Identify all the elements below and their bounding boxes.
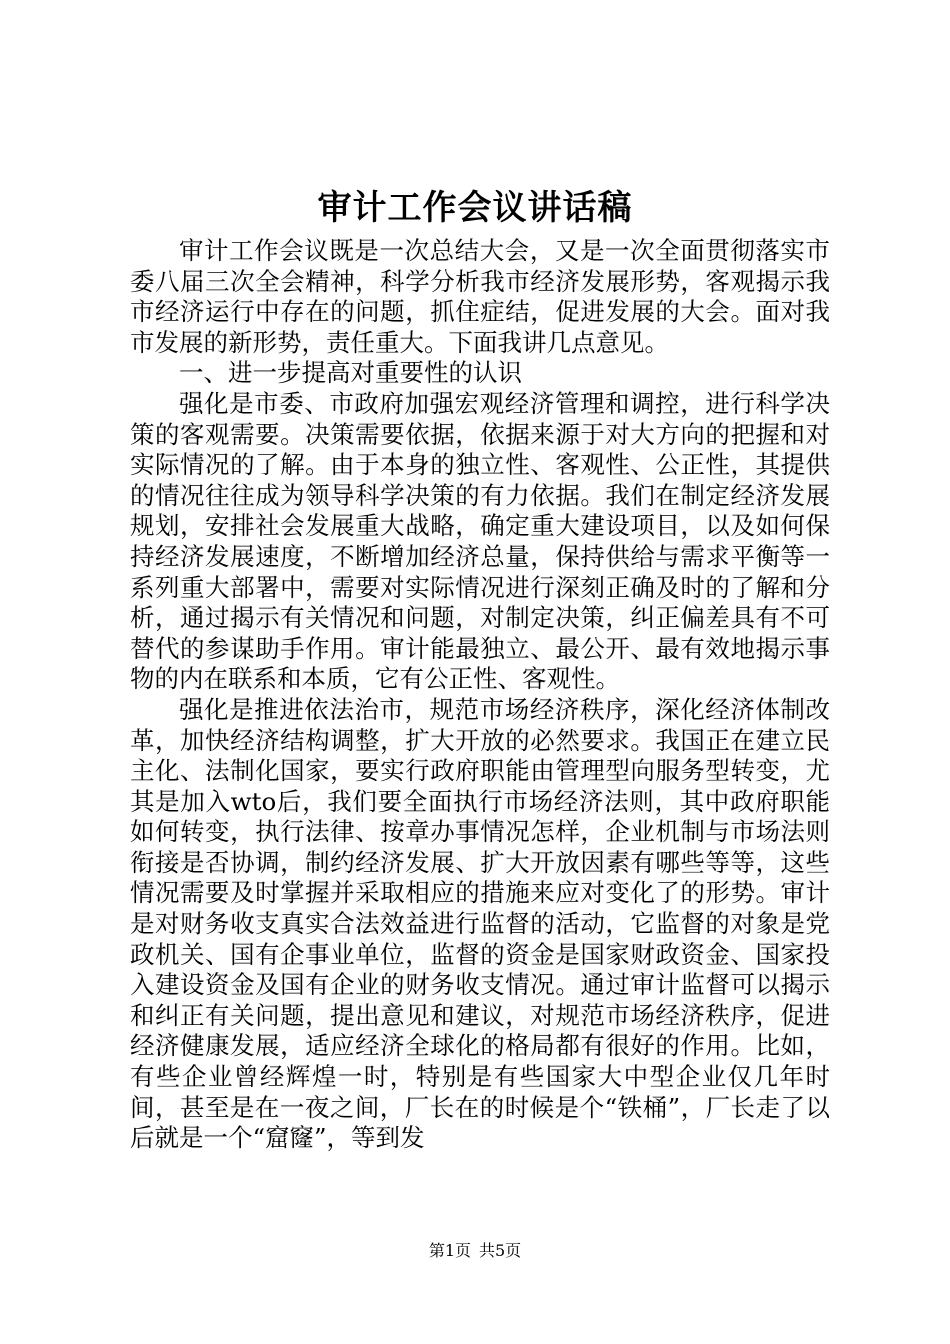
paragraph-decision-support: 强化是市委、市政府加强宏观经济管理和调控，进行科学决策的客观需要。决策需要依据，依据来源于对大方向的把握和对实际情况的了解。由于本身的独立性、客观性、公正性，其提供的情况往往成为领导科学决策的有力依据。我们在制定经济发展规划，安排社会发展重大战略，确定重大建设项目，以及如何保持经济发展速度，不断增加经济总量，保持供给与需求平衡等一系列重大部署中，需要对实际情况进行深刻正确及时的了解和分析，通过揭示有关情况和问题，对制定决策，纠正偏差具有不可替代的参谋助手作用。审计能最独立、最公开、最有效地揭示事物的内在联系和本质，它有公正性、客观性。	[130, 388, 830, 694]
paragraph-intro: 审计工作会议既是一次总结大会，又是一次全面贯彻落实市委八届三次全会精神，科学分析我市经济发展形势，客观揭示我市经济运行中存在的问题，抓住症结，促进发展的大会。面对我市发展的新形势，责任重大。下面我讲几点意见。	[130, 236, 830, 357]
document-title: 审计工作会议讲话稿	[317, 188, 633, 228]
document-body	[130, 236, 830, 1154]
section-heading-1: 一、进一步提高对重要性的认识	[179, 358, 522, 388]
page-total: 共5页	[479, 1241, 522, 1260]
page-number: 第1页	[428, 1241, 471, 1260]
page-footer	[0, 1240, 950, 1262]
paragraph-rule-of-law: 强化是推进依法治市，规范市场经济秩序，深化经济体制改革，加快经济结构调整，扩大开放的必然要求。我国正在建立民主化、法制化国家，要实行政府职能由管理型向服务型转变，尤其是加入wto后，我们要全面执行市场经济法则，其中政府职能如何转变，执行法律、按章办事情况怎样，企业机制与市场法则衔接是否协调，制约经济发展、扩大开放因素有哪些等等，这些情况需要及时掌握并采取相应的措施来应对变化了的形势。审计是对财务收支真实合法效益进行监督的活动，它监督的对象是党政机关、国有企事业单位，监督的资金是国家财政资金、国家投入建设资金及国有企业的财务收支情况。通过审计监督可以揭示和纠正有关问题，提出意见和建议，对规范市场经济秩序，促进经济健康发展，适应经济全球化的格局都有很好的作用。比如，有些企业曾经辉煌一时，特别是有些国家大中型企业仅几年时间，甚至是在一夜之间，厂长在的时候是个“铁桶”，厂长走了以后就是一个“窟窿”，等到发	[130, 694, 830, 1153]
